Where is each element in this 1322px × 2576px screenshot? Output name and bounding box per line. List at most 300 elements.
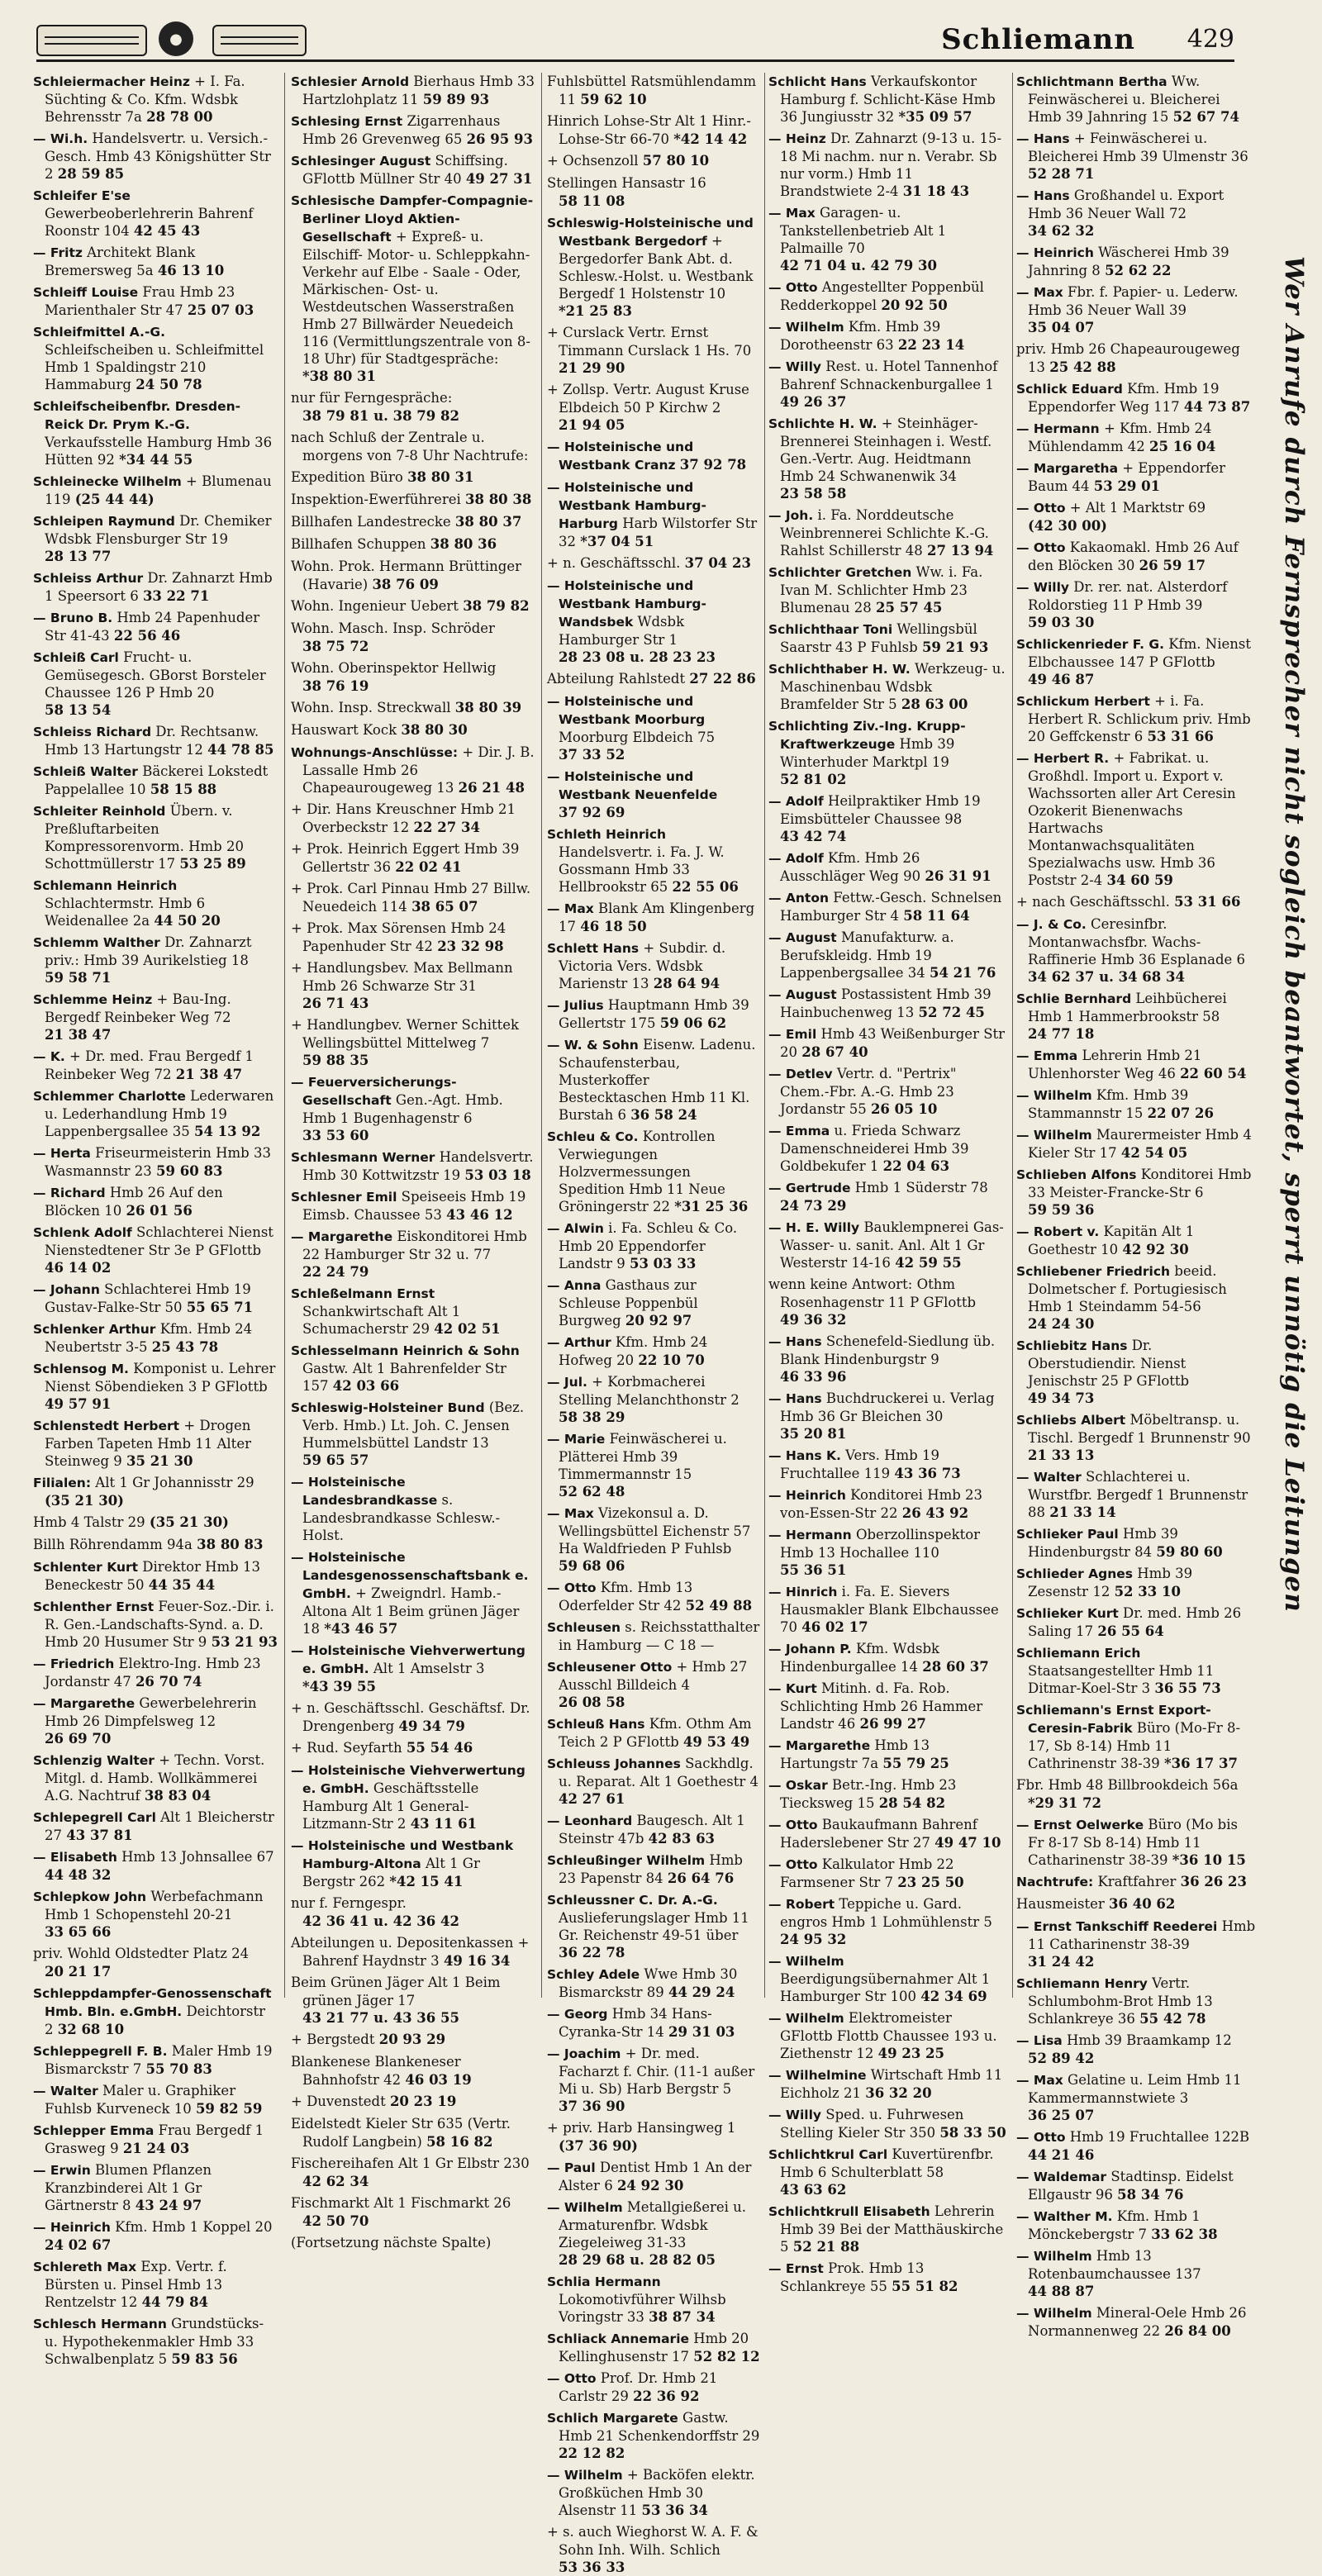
entry-phone-number: 22 55 06: [672, 879, 739, 895]
entry-details: Geschäftsstelle Hamburg Alt 1 General-Litzmann-Str 2: [302, 1780, 479, 1832]
entry-phone-number: 59 03 30: [1028, 615, 1095, 630]
entry-details: Kontrollen Verwiegungen Holzvermessungen Spedition Hmb 11 Neue Gröningerstr 22: [559, 1129, 725, 1214]
entry-phone-number: 49 34 79: [398, 1718, 465, 1734]
entry-phone-number: 24 02 67: [45, 2237, 112, 2253]
directory-entry: [291, 1342, 535, 1395]
entry-details: Konditorei Hmb 33 Meister-Francke-Str 6: [1028, 1167, 1252, 1200]
entry-details: beeid. Dolmetscher f. Portugiesisch Hmb 1 Steindamm 54-56: [1028, 1263, 1227, 1314]
entry-phone-number: 42 27 61: [559, 1791, 625, 1807]
entry-name: Schliebs Albert: [1016, 1413, 1126, 1428]
directory-entry: [1016, 1816, 1256, 1869]
directory-entry: [1016, 1126, 1256, 1162]
entry-phone-number: *34 44 55: [119, 452, 193, 468]
entry-phone-number: 22 60 54: [1180, 1066, 1247, 1081]
entry-phone-number: 55 51 82: [892, 2279, 958, 2294]
entry-phone-number: 54 13 92: [193, 1124, 261, 1139]
entry-phone-number: 53 36 33: [559, 2559, 625, 2575]
entry-details: Abteilung Rahlstedt: [547, 671, 686, 687]
entry-phone-number: 52 62 48: [559, 1484, 625, 1499]
entry-details: Maler u. Graphiker Fuhlsb Kurveneck 10: [45, 2083, 236, 2117]
directory-entry: [291, 558, 535, 593]
entry-details: Wohn. Ingenieur Uebert: [291, 598, 459, 614]
entry-name: — Alwin: [547, 1221, 604, 1236]
entry-details: Vers. Hmb 19 Fruchtallee 119: [780, 1447, 939, 1481]
entry-phone-number: 36 40 62: [1109, 1896, 1176, 1912]
entry-name: Schleiß Walter: [33, 764, 138, 779]
entry-details: Bauklempnerei Gas- Wasser- u. sanit. Anl. Alt 1 Gr Westerstr 14-16: [780, 1219, 1004, 1271]
entry-phone-number: 42 02 51: [434, 1321, 501, 1337]
entry-details: Architekt Blank Bremersweg 5a: [45, 245, 196, 278]
directory-entry: [291, 1285, 535, 1338]
directory-entry: [33, 2042, 278, 2078]
entry-details: Kapitän Alt 1 Goethestr 10: [1028, 1224, 1195, 1257]
entry-details: Hauptmann Hmb 39 Gellertstr 175: [559, 997, 749, 1031]
entry-phone-number: 25 16 04: [1149, 439, 1216, 454]
entry-details: Dr. rer. nat. Alsterdorf Roldorstieg 11 P Hmb 39: [1028, 579, 1228, 613]
entry-details: Kalkulator Hmb 22 Farmsener Str 7: [780, 1856, 954, 1890]
entry-phone-number: 42 45 43: [133, 223, 201, 239]
directory-entry: [1016, 1604, 1256, 1640]
entry-name: Schliebitz Hans: [1016, 1338, 1128, 1353]
entry-name: — August: [768, 987, 837, 1002]
directory-entry: [768, 1856, 1008, 1891]
entry-name: — Hans: [1016, 188, 1070, 203]
entry-details: Dentist Hmb 1 An der Alster 6: [559, 2160, 752, 2193]
directory-entry: [33, 1598, 278, 1651]
entry-name: — Hans: [768, 1391, 822, 1406]
directory-entry: [1016, 1525, 1256, 1561]
entry-details: Hmb 24 Papenhuder Str 41-43: [45, 610, 260, 644]
entry-phone-number: 20 92 50: [881, 297, 948, 313]
entry-phone-number: 36 32 20: [865, 2085, 932, 2101]
directory-entry: [768, 2106, 1008, 2141]
entry-name: Schlensog M.: [33, 1362, 129, 1376]
entry-name: — Emma: [768, 1124, 830, 1138]
directory-entry: [1016, 187, 1256, 240]
entry-phone-number: 37 92 78: [679, 457, 747, 473]
directory-entry: [768, 1219, 1008, 1271]
entry-name: Schlesch Hermann: [33, 2317, 167, 2331]
entry-phone-number: 26 43 92: [901, 1505, 969, 1521]
entry-name: — Paul: [547, 2160, 596, 2175]
entry-phone-number: 59 58 71: [45, 970, 112, 986]
directory-entry: [1016, 499, 1256, 535]
entry-details: Vizekonsul a. D. Wellingsbüttel Eichenstr 57 Ha Waldfrieden P Fuhlsb: [559, 1505, 751, 1557]
directory-entry: [33, 1984, 278, 2038]
entry-details: Prof. Dr. Hmb 21 Carlstr 29: [559, 2370, 718, 2404]
entry-phone-number: 37 33 52: [559, 747, 625, 763]
entry-name: Schlichthaber H. W.: [768, 662, 911, 677]
directory-entry: [33, 73, 278, 126]
directory-entry: [291, 468, 535, 487]
entry-name: Schlemme Heinz: [33, 992, 153, 1007]
entry-name: Schlesselmann Heinrich & Sohn: [291, 1343, 520, 1358]
entry-phone-number: 38 80 38: [465, 492, 532, 507]
entry-phone-number: 38 76 19: [302, 678, 369, 694]
entry-phone-number: 59 88 35: [302, 1053, 369, 1068]
entry-phone-number: 42 34 69: [920, 1989, 987, 2004]
directory-entry: [291, 2053, 535, 2089]
entry-name: — Hinrich: [768, 1585, 838, 1599]
entry-phone-number: 28 63 00: [901, 696, 968, 712]
entry-details: + Prok. Heinrich Eggert Hmb 39 Gellertstr 36: [291, 841, 520, 875]
entry-phone-number: 22 23 14: [897, 337, 965, 353]
directory-entry: [33, 1224, 278, 1276]
entry-details: + Rud. Seyfarth: [291, 1740, 402, 1756]
directory-entry: [291, 1016, 535, 1069]
entry-name: Schlett Hans: [547, 941, 640, 956]
entry-details: Fischereihafen Alt 1 Gr Elbstr 230: [291, 2155, 530, 2171]
directory-entry: [33, 1808, 278, 1844]
entry-phone-number: 35 20 81: [780, 1426, 847, 1442]
entry-name: Schlieder Agnes: [1016, 1566, 1134, 1581]
directory-entry: [547, 825, 760, 896]
entry-details: Stellingen Hansastr 16: [547, 175, 706, 191]
entry-phone-number: 24 92 30: [616, 2178, 684, 2193]
directory-entry: [1016, 915, 1256, 986]
entry-phone-number: 49 47 10: [934, 1835, 1001, 1851]
entry-details: Metallgießerei u. Armaturenfbr. Wdsbk Ziegeleiweg 31-33: [559, 2199, 747, 2250]
entry-name: — Willy: [1016, 580, 1070, 595]
directory-entry: [768, 1776, 1008, 1812]
entry-details: Fbr. f. Papier- u. Lederw. Hmb 36 Neuer Wall 39: [1028, 284, 1239, 318]
entry-name: — Bruno B.: [33, 611, 113, 625]
entry-details: Oberzollinspektor Hmb 13 Hochallee 110: [780, 1527, 981, 1561]
entry-phone-number: 55 36 51: [780, 1562, 847, 1578]
entry-details: Dr. Rechtsanw. Hmb 13 Hartungstr 12: [45, 724, 259, 758]
entry-phone-number: 42 36 41 u. 42 36 42: [302, 1913, 459, 1929]
directory-entry: [33, 1694, 278, 1747]
entry-phone-number: 28 59 85: [57, 166, 125, 182]
entry-name: — Otto: [768, 280, 818, 295]
entry-phone-number: 26 05 10: [870, 1101, 938, 1117]
entry-phone-number: 28 78 00: [146, 109, 213, 125]
directory-entry: [291, 1739, 535, 1757]
directory-entry: [33, 1184, 278, 1219]
directory-entry: [291, 513, 535, 531]
directory-entry: [33, 1848, 278, 1884]
entry-phone-number: (35 21 30): [45, 1493, 124, 1509]
directory-entry: [33, 1558, 278, 1594]
entry-details: + Kfm. Hmb 24 Mühlendamm 42: [1028, 421, 1212, 454]
entry-phone-number: 24 50 78: [136, 377, 202, 392]
entry-phone-number: 25 43 78: [151, 1339, 219, 1355]
entry-phone-number: *37 04 51: [580, 534, 654, 549]
entry-name: — Walter: [33, 2084, 98, 2098]
entry-phone-number: 24 73 29: [780, 1198, 847, 1214]
directory-entry: [547, 1333, 760, 1369]
entry-details: + Expreß- u. Eilschiff- Motor- u. Schleppkahn-Verkehr auf Elbe - Saale - Oder, Märkischen- Ost- u. Westdeutschen Wasserstraßen Hmb 27 Billwärder Neuedeich 116 (Vermittlungszentrale von 8-18 Uhr) für Stadtgespräche:: [302, 229, 530, 367]
entry-name: — Wilhelmine: [768, 2068, 867, 2083]
entry-phone-number: 58 13 54: [45, 702, 112, 718]
entry-details: (Fortsetzung nächste Spalte): [291, 2235, 492, 2250]
entry-details: Schlachterei Hmb 19 Gustav-Falke-Str 50: [45, 1281, 251, 1315]
entry-details: + Korbmacherei Stelling Melanchthonstr 2: [559, 1374, 739, 1408]
directory-entry: [33, 991, 278, 1043]
directory-entry: [768, 1952, 1008, 2005]
directory-entry: [768, 2203, 1008, 2255]
entry-phone-number: 49 34 73: [1028, 1390, 1095, 1406]
entry-name: — Max: [1016, 2073, 1063, 2088]
entry-phone-number: 49 26 37: [780, 394, 847, 410]
directory-column-5: [1016, 73, 1256, 2339]
entry-phone-number: 21 38 47: [45, 1027, 112, 1043]
entry-name: Filialen:: [33, 1476, 92, 1490]
entry-phone-number: 26 64 76: [667, 1870, 735, 1886]
directory-entry: [547, 1715, 760, 1751]
entry-phone-number: 52 89 42: [1028, 2051, 1095, 2066]
directory-entry: [768, 849, 1008, 885]
directory-entry: [547, 768, 760, 821]
entry-details: Schlachtermstr. Hmb 6 Weidenallee 2a: [45, 896, 206, 929]
directory-entry: [33, 512, 278, 565]
entry-phone-number: 46 02 17: [801, 1619, 868, 1635]
entry-details: Gen.-Agt. Hmb. Hmb 1 Bugenhagenstr 6: [302, 1092, 503, 1126]
entry-details: + Backöfen elektr. Großküchen Hmb 30 Alsenstr 11: [559, 2467, 755, 2518]
entry-name: — Otto: [547, 2371, 597, 2386]
entry-phone-number: 59 60 83: [156, 1163, 223, 1179]
entry-name: — Hermann: [1016, 421, 1100, 436]
entry-name: Schleth Heinrich: [547, 827, 667, 842]
directory-entry: [291, 840, 535, 876]
entry-phone-number: 21 33 13: [1028, 1447, 1095, 1463]
entry-phone-number: 58 33 50: [939, 2125, 1006, 2141]
directory-entry: [33, 1514, 278, 1532]
entry-name: — Margaretha: [1016, 461, 1119, 476]
entry-details: Stadtinsp. Eidelst Ellgaustr 96: [1028, 2169, 1234, 2203]
directory-entry: [547, 670, 760, 688]
entry-details: Manufakturw. a. Berufskleidg. Hmb 19 Lappenbergsallee 34: [780, 929, 954, 981]
entry-details: Hmb 39 Winterhuder Marktpl 19: [780, 736, 955, 770]
entry-details: (Bez. Verb. Hmb.) Lt. Joh. C. Jensen Hummelsbüttel Landstr 13: [302, 1400, 525, 1451]
directory-entry: [768, 1065, 1008, 1118]
entry-name: Schleinecke Wilhelm: [33, 474, 182, 489]
entry-details: Sackhdlg. u. Reparat. Alt 1 Goethestr 4: [559, 1756, 758, 1789]
entry-details: Ww. i. Fa. Ivan M. Schlichter Hmb 23 Blumenau 28: [780, 564, 983, 615]
entry-phone-number: 52 49 88: [685, 1598, 753, 1614]
entry-name: — Joachim: [547, 2046, 621, 2061]
directory-entry: [33, 283, 278, 319]
entry-phone-number: 38 65 07: [411, 899, 478, 915]
entry-details: Kfm. Wdsbk Hindenburgallee 14: [780, 1641, 940, 1675]
entry-phone-number: 43 24 97: [135, 2198, 202, 2213]
entry-phone-number: 53 36 34: [641, 2502, 708, 2518]
entry-details: Heilpraktiker Hmb 19 Eimsbütteler Chaussee 98: [780, 793, 981, 827]
entry-details: Speiseeis Hmb 19 Eimsb. Chaussee 53: [302, 1189, 526, 1223]
entry-details: + s. auch Wieghorst W. A. F. & Sohn Inh. Wilh. Schlich: [547, 2524, 758, 2558]
entry-details: Moorburg Elbdeich 75: [559, 730, 716, 745]
entry-details: + Dir. J. B. Lassalle Hmb 26 Chapeaurougeweg 13: [302, 744, 535, 796]
entry-details: Werkzeug- u. Maschinenbau Wdsbk Bramfelder Str 5: [780, 661, 1006, 712]
entry-phone-number: 28 60 37: [922, 1659, 989, 1675]
entry-details: + Curslack Vertr. Ernst Timmann Curslack 1 Hs. 70: [547, 325, 752, 359]
directory-entry: [33, 934, 278, 986]
entry-phone-number: 33 53 60: [302, 1128, 369, 1143]
directory-entry: [768, 2009, 1008, 2062]
entry-name: — Heinrich: [1016, 245, 1094, 260]
entry-details: Dr. Zahnarzt (9-13 u. 15-18 Mi nachm. nur n. Verabr. Sb nur vorm.) Hmb 11 Brandstwiete 2-4: [780, 131, 1002, 199]
entry-name: Schleiff Louise: [33, 285, 139, 300]
entry-details: Kraftfahrer: [1097, 1874, 1177, 1889]
entry-details: Verkaufsstelle Hamburg Hmb 36 Hütten 92: [45, 435, 273, 468]
entry-details: Büro (Mo bis Fr 8-17 Sb 8-14) Hmb 11 Catharinenstr 38-39: [1028, 1817, 1238, 1868]
entry-details: Alt 1 Bleicherstr 27: [45, 1809, 274, 1843]
entry-name: Schlepper Emma: [33, 2123, 155, 2138]
running-head: Schliemann: [941, 23, 1135, 56]
entry-phone-number: 22 56 46: [113, 628, 181, 644]
entry-phone-number: 59 21 93: [921, 639, 989, 655]
entry-details: Gastw. Alt 1 Bahrenfelder Str 157: [302, 1361, 506, 1394]
entry-name: — Max: [547, 901, 594, 916]
entry-phone-number: 26 70 74: [135, 1674, 202, 1690]
directory-column-2: [291, 73, 535, 2250]
entry-phone-number: 42 54 05: [1120, 1145, 1188, 1161]
entry-name: — Hermann: [768, 1528, 852, 1542]
entry-phone-number: 46 33 96: [780, 1369, 847, 1385]
directory-entry: [768, 717, 1008, 788]
directory-entry: [547, 1658, 760, 1711]
directory-entry: [33, 1888, 278, 1941]
directory-entry: [291, 2115, 535, 2151]
entry-phone-number: 38 79 82: [463, 598, 530, 614]
entry-phone-number: *36 17 37: [1163, 1756, 1238, 1771]
entry-details: Inspektion-Ewerführerei: [291, 492, 461, 507]
entry-phone-number: 20 93 29: [378, 2032, 446, 2047]
directory-entry: [547, 1219, 760, 1272]
entry-name: Schlichtmann Bertha: [1016, 74, 1167, 89]
entry-phone-number: 52 28 71: [1028, 166, 1095, 182]
directory-entry: [1016, 1975, 1256, 2027]
entry-name: — Richard: [33, 1186, 106, 1200]
directory-entry: [1016, 459, 1256, 495]
entry-name: Schlemm Walther: [33, 935, 160, 950]
entry-phone-number: 52 67 74: [1172, 109, 1240, 125]
entry-phone-number: *42 15 41: [389, 1874, 464, 1889]
entry-phone-number: 59 65 57: [302, 1452, 369, 1468]
entry-phone-number: 42 03 66: [332, 1378, 400, 1394]
entry-details: Frau Hmb 23 Marienthaler Str 47: [45, 284, 235, 318]
entry-details: Alt 1 Gr Bergstr 262: [302, 1856, 480, 1889]
directory-entry: [1016, 1086, 1256, 1122]
entry-phone-number: 58 15 88: [150, 782, 217, 797]
entry-name: Schleiermacher Heinz: [33, 74, 190, 89]
entry-details: Eisenw. Ladenu. Schaufensterbau, Musterkoffer Bestecktaschen Hmb 11 Kl. Burstah 6: [559, 1037, 756, 1123]
entry-phone-number: 24 77 18: [1028, 1026, 1095, 1042]
entry-phone-number: 26 08 58: [559, 1694, 625, 1710]
entry-phone-number: 52 72 45: [918, 1005, 985, 1020]
entry-phone-number: 52 82 12: [693, 2349, 760, 2365]
entry-name: — Willy: [768, 359, 822, 374]
directory-entry: [1016, 420, 1256, 455]
entry-details: Vertr. Schlumbohm-Brot Hmb 13 Schlankreye 36: [1028, 1975, 1213, 2027]
entry-details: Billhafen Schuppen: [291, 536, 426, 552]
entry-details: + Dir. Hans Kreuschner Hmb 21 Overbeckstr 12: [291, 801, 516, 835]
entry-name: — Heinrich: [768, 1488, 846, 1503]
entry-name: — Arthur: [547, 1335, 611, 1350]
directory-entry: [1016, 1565, 1256, 1600]
entry-details: + n. Geschäftsschl. Geschäftsf. Dr. Drengenberg: [291, 1700, 530, 1734]
entry-details: Verkaufskontor Hamburg f. Schlicht-Käse Hmb 36 Jungiusstr 32: [780, 74, 996, 125]
directory-entry: [33, 763, 278, 798]
entry-phone-number: 59 82 59: [195, 2101, 263, 2117]
directory-entry: [33, 1048, 278, 1083]
entry-name: — J. & Co.: [1016, 917, 1087, 932]
entry-phone-number: 44 73 87: [1183, 399, 1251, 415]
directory-entry: [547, 324, 760, 377]
entry-name: Schlich Margarete: [547, 2411, 678, 2426]
directory-entry: [547, 112, 760, 148]
entry-phone-number: 53 03 18: [464, 1167, 531, 1183]
entry-name: Schlenther Ernst: [33, 1599, 155, 1614]
directory-entry: [33, 2161, 278, 2214]
directory-entry: [291, 112, 535, 148]
directory-entry: [291, 1548, 535, 1637]
entry-name: — Walther M.: [1016, 2209, 1113, 2224]
entry-phone-number: 58 11 08: [559, 193, 625, 209]
entry-name: Schlemmer Charlotte: [33, 1089, 186, 1104]
directory-entry: [1016, 2071, 1256, 2124]
entry-details: Schenefeld-Siedlung üb. Blank Hindenburgstr 9: [780, 1333, 996, 1367]
entry-name: — Holsteinische und Westbank Neuenfelde: [547, 769, 718, 802]
directory-entry: [1016, 1644, 1256, 1697]
entry-details: Schlachterei Nienst Nienstedtener Str 3e P GFlottb: [45, 1224, 273, 1258]
entry-phone-number: 58 34 76: [1117, 2187, 1184, 2203]
entry-details: Wdsbk Hamburger Str 1: [559, 614, 685, 648]
entry-phone-number: 26 99 27: [859, 1716, 926, 1732]
entry-details: Maler Hmb 19 Bismarckstr 7: [45, 2043, 273, 2077]
entry-details: Grundstücks- u. Hypothekenmakler Hmb 33 Schwalbenplatz 5: [45, 2316, 264, 2367]
directory-entry: [768, 358, 1008, 411]
entry-details: Kfm. Hmb 26 Ausschläger Weg 90: [780, 850, 921, 884]
directory-entry: [547, 2005, 760, 2041]
entry-phone-number: (25 44 44): [74, 492, 155, 507]
entry-name: — Joh.: [768, 508, 814, 523]
directory-entry: [33, 1360, 278, 1413]
entry-details: + Dr. med. Facharzt f. Chir. (11-1 außer Mi u. Sb) Harb Bergstr 5: [559, 2046, 755, 2097]
directory-entry: [291, 1642, 535, 1695]
entry-details: Kfm. Hmb 39 Dorotheenstr 63: [780, 319, 941, 353]
entry-name: Schliebener Friedrich: [1016, 1264, 1171, 1279]
entry-phone-number: 59 06 62: [659, 1015, 727, 1031]
directory-entry: [291, 2234, 535, 2252]
entry-phone-number: 22 24 79: [302, 1264, 369, 1280]
directory-entry: [33, 244, 278, 279]
entry-name: — Robert: [768, 1897, 835, 1912]
entry-details: Blank Am Klingenberg 17: [559, 901, 755, 934]
entry-phone-number: *42 14 42: [673, 131, 748, 147]
directory-entry: [291, 1699, 535, 1735]
publisher-mark-icon: ●: [159, 21, 193, 56]
directory-entry: [1016, 2304, 1256, 2340]
directory-entry: [33, 2258, 278, 2311]
entry-details: Hmb 1 Süderstr 78: [854, 1180, 988, 1195]
directory-entry: [1016, 990, 1256, 1043]
entry-phone-number: 43 11 61: [410, 1816, 478, 1832]
directory-entry: [768, 563, 1008, 616]
directory-entry: [768, 1122, 1008, 1175]
entry-details: Abteilungen u. Depositenkassen + Bahrenf Haydnstr 3: [291, 1935, 530, 1969]
entry-phone-number: 26 69 70: [45, 1731, 112, 1747]
directory-entry: [547, 1579, 760, 1614]
directory-entry: [547, 1373, 760, 1426]
entry-phone-number: 49 57 91: [45, 1396, 112, 1412]
directory-entry: [1016, 1701, 1256, 1772]
entry-name: Schlesmann Werner: [291, 1150, 435, 1165]
entry-details: Übern. v. Preßluftarbeiten Kompressorenvorm. Hmb 20 Schottmüllerstr 17: [45, 803, 244, 872]
directory-entry: [291, 1399, 535, 1469]
entry-details: i. Fa. Norddeutsche Weinbrennerei Schlichte K.-G. Rahlst Schillerstr 48: [780, 507, 989, 558]
directory-entry: [33, 323, 278, 393]
